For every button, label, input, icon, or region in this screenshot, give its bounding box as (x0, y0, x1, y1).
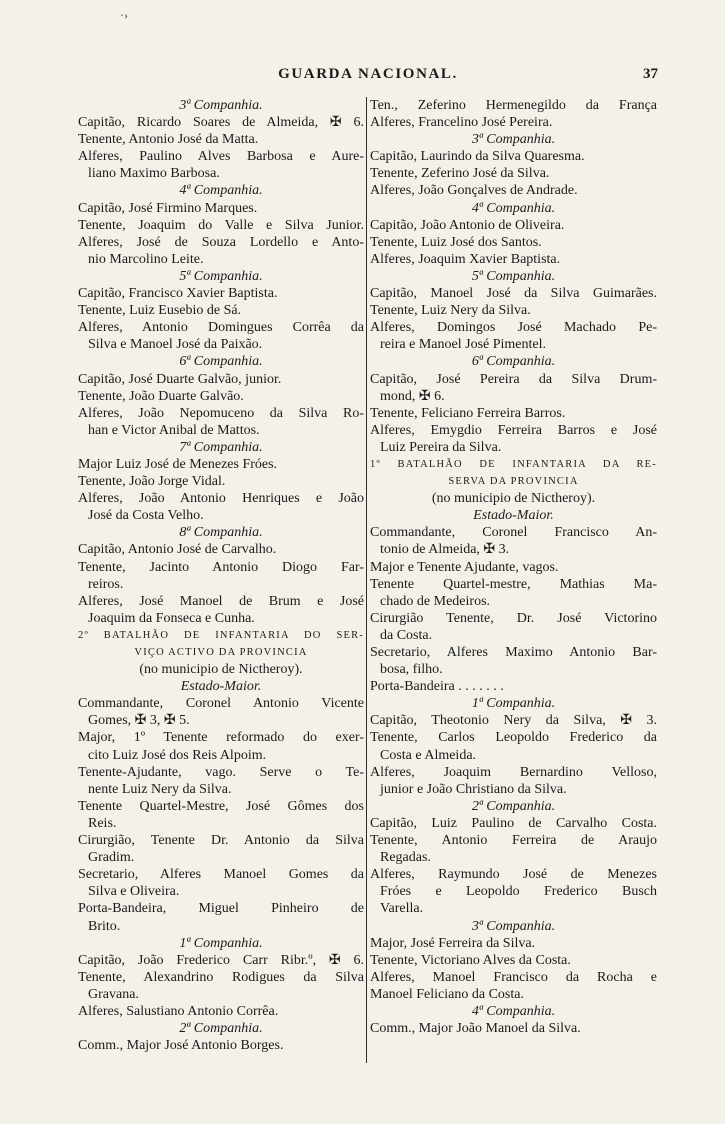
right-column-entry: Tenente, Luiz José dos Santos. (370, 234, 542, 250)
right-column-heading: 1º BATALHÃO DE INFANTARIA DA RE- (370, 458, 657, 470)
right-column-entry: Tenente, Feliciano Ferreira Barros. (370, 405, 566, 421)
left-column-entry: Comm., Major José Antonio Borges. (78, 1038, 284, 1054)
left-column-entry: Alferes, João Antonio Henriques e João (78, 491, 364, 507)
right-column-heading: Estado-Maior. (473, 508, 554, 524)
right-column-entry: Ten., Zeferino Hermenegildo da França (370, 98, 657, 113)
right-column-entry: (no municipio de Nictheroy). (431, 491, 596, 507)
right-column-entry: Costa e Almeida. (380, 747, 477, 763)
page-header (78, 66, 658, 88)
right-column-entry: Tenente, Carlos Leopoldo Frederico da (370, 730, 657, 746)
right-column-entry: Alferes, Emygdio Ferreira Barros e José (370, 422, 657, 438)
right-column-entry: junior e João Christiano da Silva. (380, 781, 567, 797)
right-column-entry: Tenente Quartel-mestre, Mathias Ma- (370, 576, 657, 592)
left-column-entry: Cirurgião, Tenente Dr. Antonio da Silva (78, 833, 364, 849)
right-column-entry: Alferes, Joaquim Xavier Baptista. (370, 251, 561, 267)
right-column-heading: 4ª Companhia. (471, 1003, 556, 1019)
right-column-entry: Alferes, Raymundo José de Menezes (370, 867, 657, 883)
right-column-heading: 3ª Companhia. (471, 132, 556, 148)
left-column-entry: reiros. (88, 576, 124, 592)
column-divider (366, 97, 367, 1063)
left-column-heading: VIÇO ACTIVO DA PROVINCIA (134, 647, 308, 658)
left-column-heading: 4ª Companhia. (179, 183, 263, 199)
left-column-entry: Tenente Quartel-Mestre, José Gômes dos (78, 798, 364, 814)
right-column-entry: Major, José Ferreira da Silva. (370, 935, 536, 951)
left-column-entry: Secretario, Alferes Manoel Gomes da (78, 867, 364, 883)
left-column-entry: Tenente, Antonio José da Matta. (78, 132, 259, 148)
left-column-entry: Capitão, João Frederico Carr Ribr.º, ✠ 6. (78, 952, 364, 968)
left-column-entry: Gomes, ✠ 3, ✠ 5. (88, 713, 190, 729)
left-column-entry: nente Luiz Nery da Silva. (88, 781, 232, 797)
left-column-heading: 5ª Companhia. (179, 268, 263, 284)
left-column-entry: José da Costa Velho. (88, 508, 204, 524)
left-column-entry: Tenente, Joaquim do Valle e Silva Junior. (78, 217, 364, 233)
right-column-entry: Capitão, Laurindo da Silva Quaresma. (370, 149, 585, 165)
left-column-entry: Alferes, José Manoel de Brum e José (78, 593, 364, 609)
left-column-heading: 6ª Companhia. (179, 354, 263, 370)
left-column-entry: Tenente, Luiz Eusebio de Sá. (78, 303, 242, 319)
left-column-heading: 3ª Companhia. (179, 98, 263, 113)
left-column-heading: Estado-Maior. (180, 679, 262, 695)
right-column-entry: Manoel Feliciano da Costa. (370, 986, 524, 1002)
right-column-entry: Alferes, Francelino José Pereira. (370, 115, 553, 131)
left-column-entry: Capitão, Francisco Xavier Baptista. (78, 286, 278, 302)
right-column-entry: reira e Manoel José Pimentel. (380, 337, 547, 353)
left-column-heading: 8ª Companhia. (179, 525, 263, 541)
left-column-entry: Brito. (88, 918, 121, 934)
right-column-entry: da Costa. (380, 627, 433, 643)
left-column-entry: Alferes, Antonio Domingues Corrêa da (78, 320, 364, 336)
right-column-entry: Alferes, Manoel Francisco da Rocha e (370, 969, 657, 985)
left-column-entry: han e Victor Anibal de Mattos. (88, 422, 260, 438)
right-column-entry: Tenente, Victoriano Alves da Costa. (370, 952, 571, 968)
right-column-heading: 2ª Companhia. (471, 798, 556, 814)
right-column-entry: Major e Tenente Ajudante, vagos. (370, 559, 559, 575)
right-column-entry: Fróes e Leopoldo Frederico Busch (380, 884, 657, 900)
right-column-entry: Capitão, João Antonio de Oliveira. (370, 217, 565, 233)
right-column-entry: Alferes, Domingos José Machado Pe- (370, 320, 657, 336)
right-column-entry: Tenente, Zeferino José da Silva. (370, 166, 550, 182)
left-column-entry: (no municipio de Nictheroy). (139, 662, 303, 678)
left-column-entry: Capitão, José Firmino Marques. (78, 200, 258, 216)
left-column-entry: Tenente-Ajudante, vago. Serve o Te- (78, 764, 364, 780)
right-column-heading: 1ª Companhia. (471, 696, 556, 712)
right-column-entry: Capitão, Manoel José da Silva Guimarães. (370, 286, 657, 302)
left-column-entry: cito Luiz José dos Reis Alpoim. (88, 747, 267, 763)
right-column-entry: Cirurgião Tenente, Dr. José Victorino (370, 610, 657, 626)
right-column-heading: 3ª Companhia. (471, 918, 556, 934)
left-column-entry: Gravana. (88, 986, 139, 1002)
left-column-entry: Alferes, Salustiano Antonio Corrêa. (78, 1003, 279, 1019)
left-column-entry: nio Marcolino Leite. (88, 251, 204, 267)
right-column-entry: Tenente, Antonio Ferreira de Araujo (370, 833, 657, 849)
left-column-entry: Tenente, João Jorge Vidal. (78, 474, 226, 490)
left-column-entry: Joaquim da Fonseca e Cunha. (88, 610, 255, 626)
left-column-entry: Alferes, José de Souza Lordello e Anto- (78, 234, 364, 250)
left-column-heading: 2º BATALHÃO DE INFANTARIA DO SER- (78, 629, 364, 641)
left-column (78, 97, 364, 1067)
right-column-entry: Comm., Major João Manoel da Silva. (370, 1021, 581, 1037)
right-column-entry: Varella. (380, 901, 424, 917)
left-column-heading: 1ª Companhia. (179, 935, 263, 951)
left-column-entry: Capitão, Antonio José de Carvalho. (78, 542, 277, 558)
left-column-entry: Porta-Bandeira, Miguel Pinheiro de (78, 901, 364, 917)
left-column-entry: Commandante, Coronel Antonio Vicente (78, 696, 364, 712)
left-column-entry: Silva e Manoel José da Paixão. (88, 337, 263, 353)
right-column (370, 97, 657, 1067)
left-column-entry: Silva e Oliveira. (88, 884, 180, 900)
right-column-entry: Regadas. (380, 850, 431, 866)
left-column-entry: Capitão, Ricardo Soares de Almeida, ✠ 6. (78, 115, 364, 131)
left-column-entry: Tenente, João Duarte Galvão. (78, 388, 244, 404)
left-column-entry: Gradim. (88, 850, 135, 866)
left-column-entry: Reis. (88, 815, 117, 831)
right-column-entry: mond, ✠ 6. (380, 388, 445, 404)
left-column-entry: Alferes, Paulino Alves Barbosa e Aure- (78, 149, 364, 165)
right-column-heading: 4ª Companhia. (471, 200, 556, 216)
left-column-entry: Major Luiz José de Menezes Fróes. (78, 456, 278, 472)
right-column-heading: 6ª Companhia. (471, 354, 556, 370)
left-column-heading: 7ª Companhia. (179, 439, 263, 455)
right-column-entry: bosa, filho. (380, 662, 443, 678)
left-column-entry: Capitão, José Duarte Galvão, junior. (78, 371, 282, 387)
right-column-entry: Capitão, Theotonio Nery da Silva, ✠ 3. (370, 713, 657, 729)
right-column-entry: tonio de Almeida, ✠ 3. (380, 542, 510, 558)
left-column-entry: Major, 1º Tenente reformado do exer- (78, 730, 364, 746)
right-column-entry: Alferes, Joaquim Bernardino Velloso, (370, 764, 657, 780)
right-column-heading: SERVA DA PROVINCIA (448, 476, 579, 488)
left-column-entry: Tenente, Jacinto Antonio Diogo Far- (78, 559, 364, 575)
right-column-entry: Porta-Bandeira . . . . . . . (370, 679, 504, 695)
left-column-entry: Alferes, João Nepomuceno da Silva Ro- (78, 405, 364, 421)
margin-mark: ·› (120, 8, 128, 22)
right-column-entry: Luiz Pereira da Silva. (380, 439, 502, 455)
right-column-heading: 5ª Companhia. (471, 268, 556, 284)
right-column-entry: chado de Medeiros. (380, 593, 491, 609)
left-column-heading: 2ª Companhia. (179, 1021, 263, 1037)
left-column-entry: liano Maximo Barbosa. (88, 166, 220, 182)
right-column-entry: Tenente, Luiz Nery da Silva. (370, 303, 531, 319)
right-column-entry: Secretario, Alferes Maximo Antonio Bar- (370, 645, 657, 660)
left-column-entry: Tenente, Alexandrino Rodigues da Silva (78, 969, 364, 985)
running-title: GUARDA NACIONAL. (278, 66, 458, 82)
right-column-entry: Alferes, João Gonçalves de Andrade. (370, 183, 578, 199)
right-column-entry: Commandante, Coronel Francisco An- (370, 525, 657, 541)
page-number: 37 (643, 66, 658, 82)
right-column-entry: Capitão, José Pereira da Silva Drum- (370, 371, 657, 387)
right-column-entry: Capitão, Luiz Paulino de Carvalho Costa. (370, 815, 657, 831)
